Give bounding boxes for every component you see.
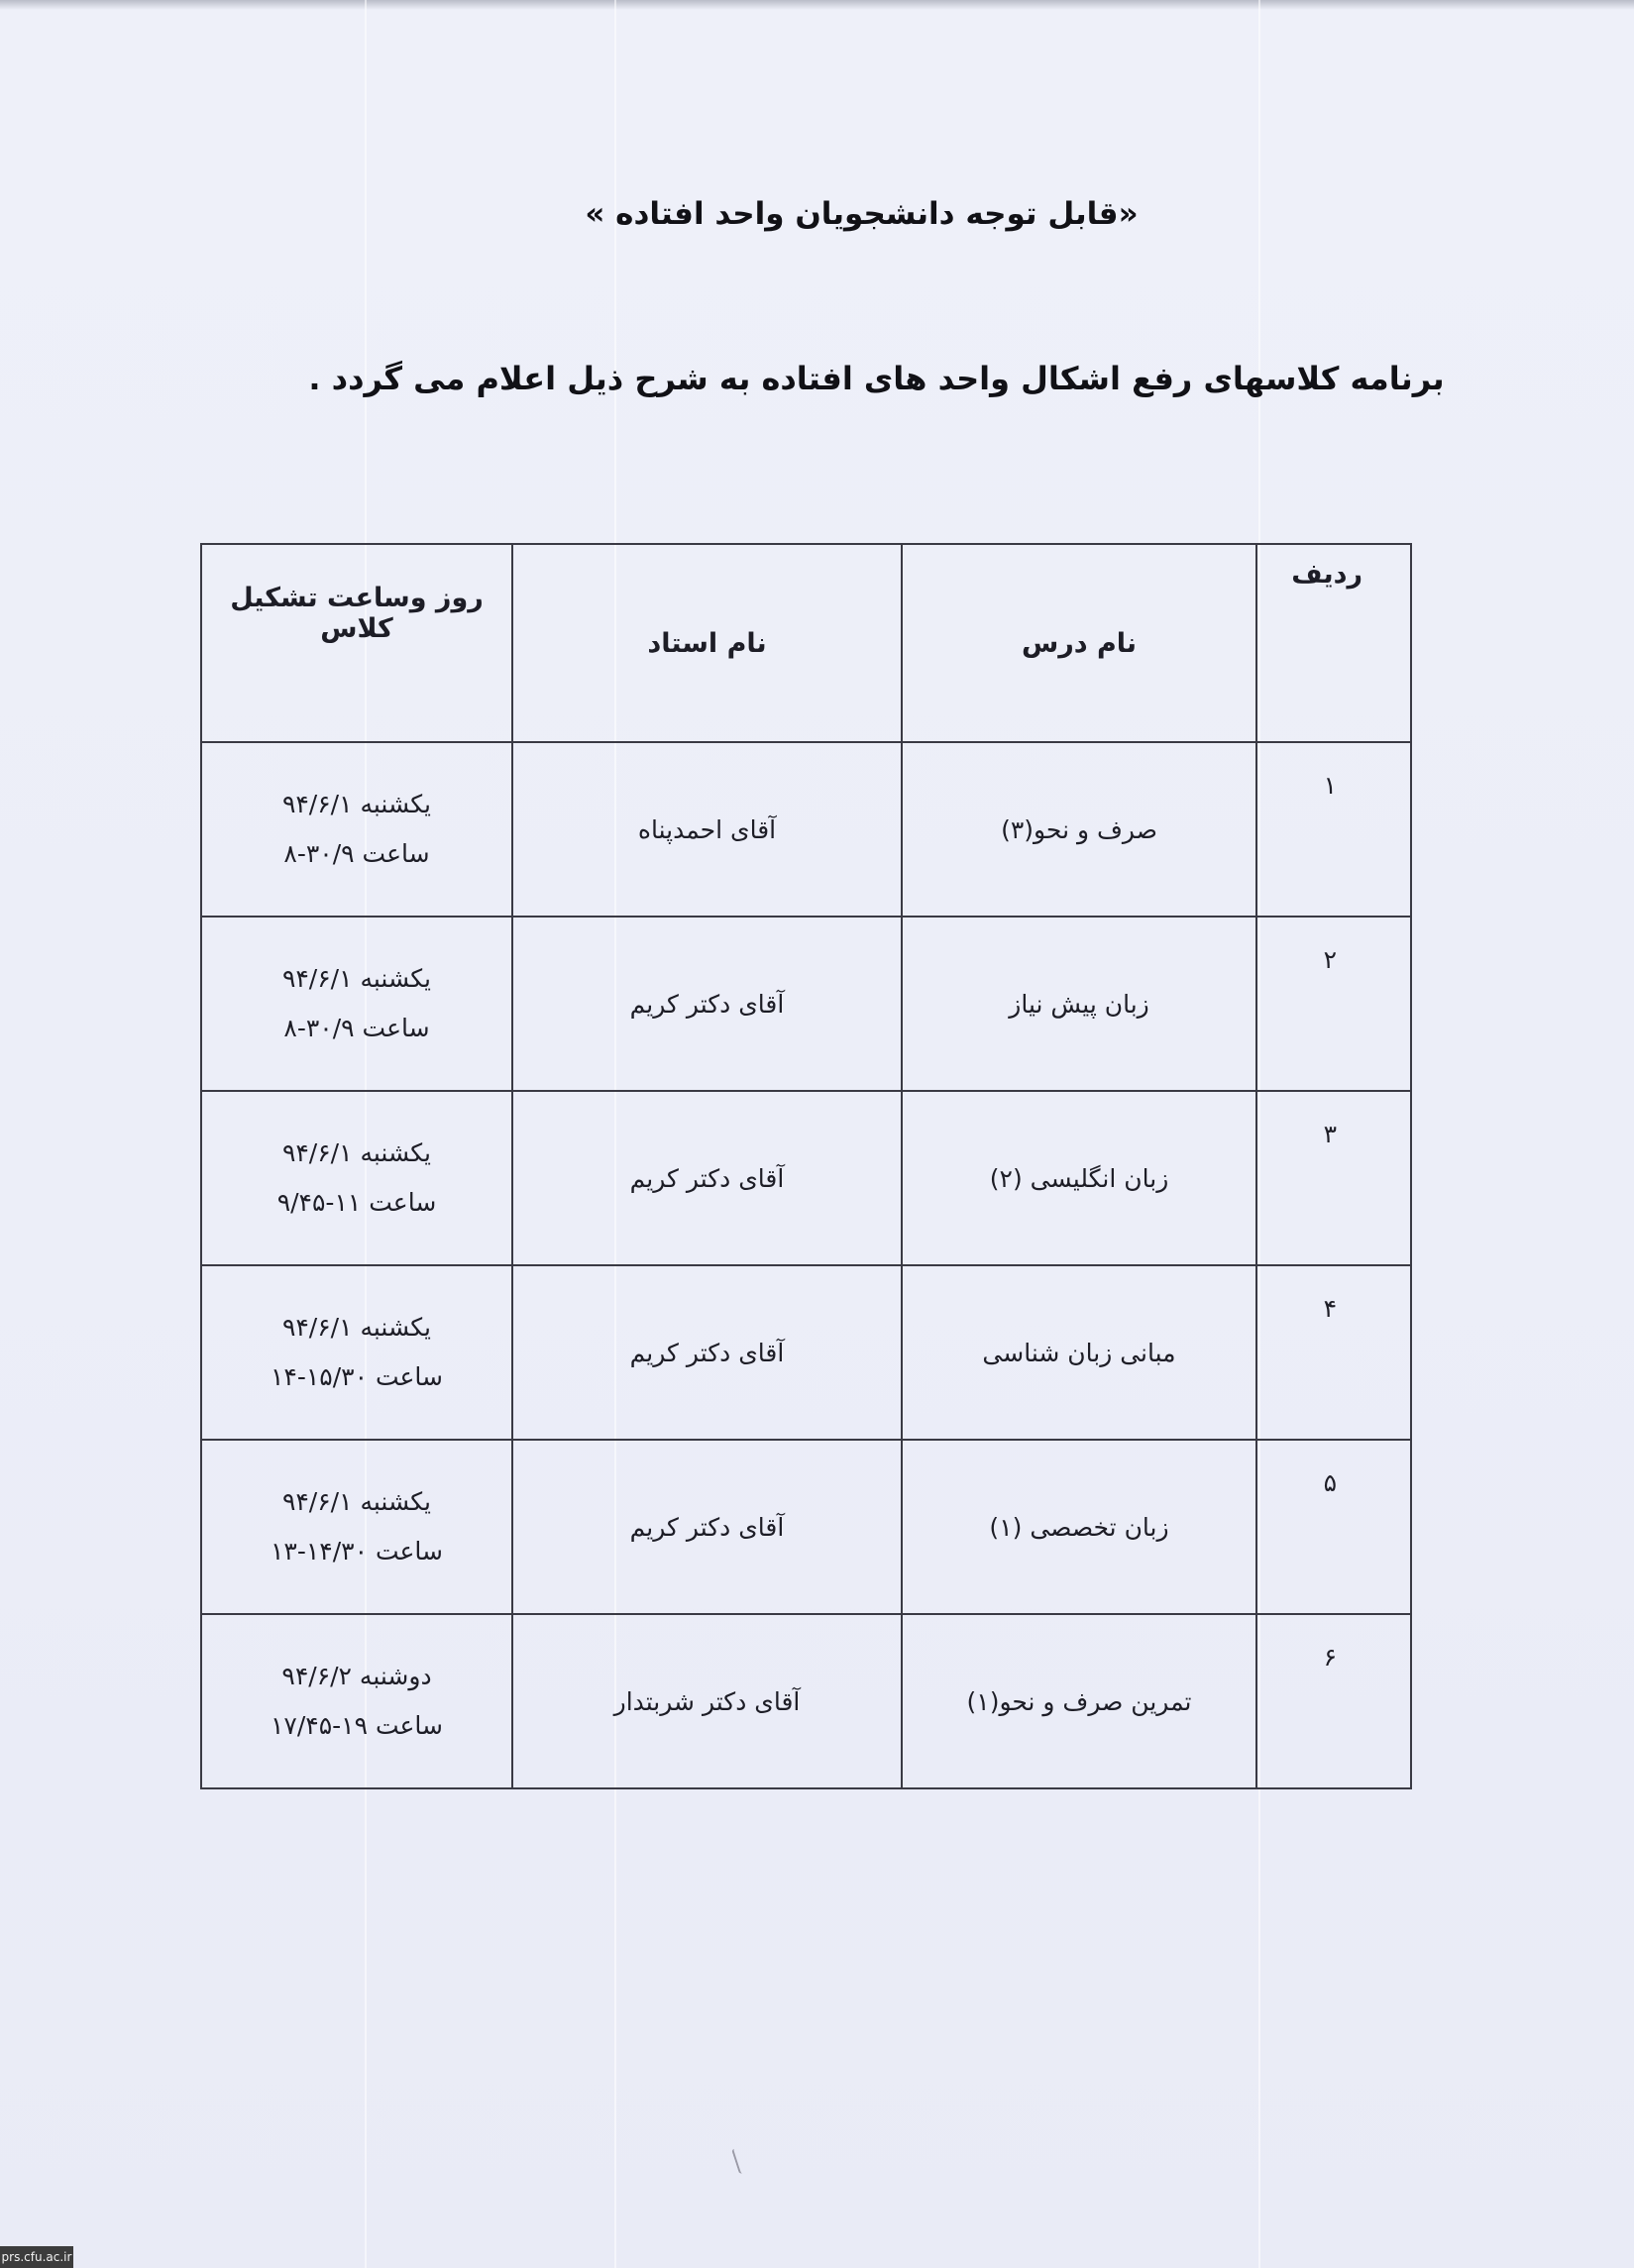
course-name: مبانی زبان شناسی [902,1265,1256,1440]
class-hours: ساعت ۱۹-۱۷/۴۵ [270,1711,443,1740]
row-number: ۵ [1256,1440,1411,1614]
class-time [201,917,512,1091]
teacher-name: آقای دکتر کریم [512,1091,902,1265]
course-name: صرف و نحو(۳) [902,742,1256,917]
table-row [201,1440,1411,1614]
class-day: دوشنبه ۹۴/۶/۲ [281,1662,432,1690]
teacher-name: آقای دکتر شربتدار [512,1614,902,1788]
class-day: یکشنبه ۹۴/۶/۱ [281,1487,432,1516]
row-number: ۱ [1256,742,1411,917]
class-time [201,1091,512,1265]
row-number: ۳ [1256,1091,1411,1265]
class-hours: ساعت ۱۵/۳۰-۱۴ [270,1362,443,1391]
class-hours: ساعت ۱۱-۹/۴۵ [276,1188,437,1217]
row-number: ۴ [1256,1265,1411,1440]
table-row [201,1265,1411,1440]
table-row [201,1614,1411,1788]
scan-edge [0,0,1634,10]
header-teacher-name: نام استاد [512,544,902,742]
table-row [201,1091,1411,1265]
table-row [201,917,1411,1091]
class-hours: ساعت ۱۴/۳۰-۱۳ [270,1537,443,1566]
row-number: ۶ [1256,1614,1411,1788]
schedule-table [200,543,1412,1789]
teacher-name: آقای دکتر کریم [512,917,902,1091]
course-name: زبان تخصصی (۱) [902,1440,1256,1614]
class-time [201,742,512,917]
class-time [201,1265,512,1440]
course-name: زبان پیش نیاز [902,917,1256,1091]
class-day: یکشنبه ۹۴/۶/۱ [281,1313,432,1342]
notice-title: «قابل توجه دانشجویان واحد افتاده » [585,196,1139,232]
pen-mark [731,2148,745,2175]
teacher-name: آقای دکتر کریم [512,1440,902,1614]
class-time [201,1440,512,1614]
course-name: زبان انگلیسی (۲) [902,1091,1256,1265]
table-row [201,742,1411,917]
teacher-name: آقای دکتر کریم [512,1265,902,1440]
course-name: تمرین صرف و نحو(۱) [902,1614,1256,1788]
class-day: یکشنبه ۹۴/۶/۱ [281,1138,432,1167]
row-number: ۲ [1256,917,1411,1091]
header-row-number: ردیف [1256,544,1411,742]
class-day: یکشنبه ۹۴/۶/۱ [281,964,432,993]
class-hours: ساعت ۳۰/۹-۸ [283,839,430,868]
teacher-name: آقای احمدپناه [512,742,902,917]
table-header-row [201,544,1411,742]
header-class-time: روز وساعت تشکیل کلاس [201,544,512,742]
class-day: یکشنبه ۹۴/۶/۱ [281,790,432,818]
class-hours: ساعت ۳۰/۹-۸ [283,1014,430,1042]
site-watermark-badge: prs.cfu.ac.ir [0,2246,73,2268]
header-course-name: نام درس [902,544,1256,742]
notice-subtitle: برنامه کلاسهای رفع اشکال واحد های افتاده به شرح ذیل اعلام می گردد . [308,360,1445,397]
class-time [201,1614,512,1788]
